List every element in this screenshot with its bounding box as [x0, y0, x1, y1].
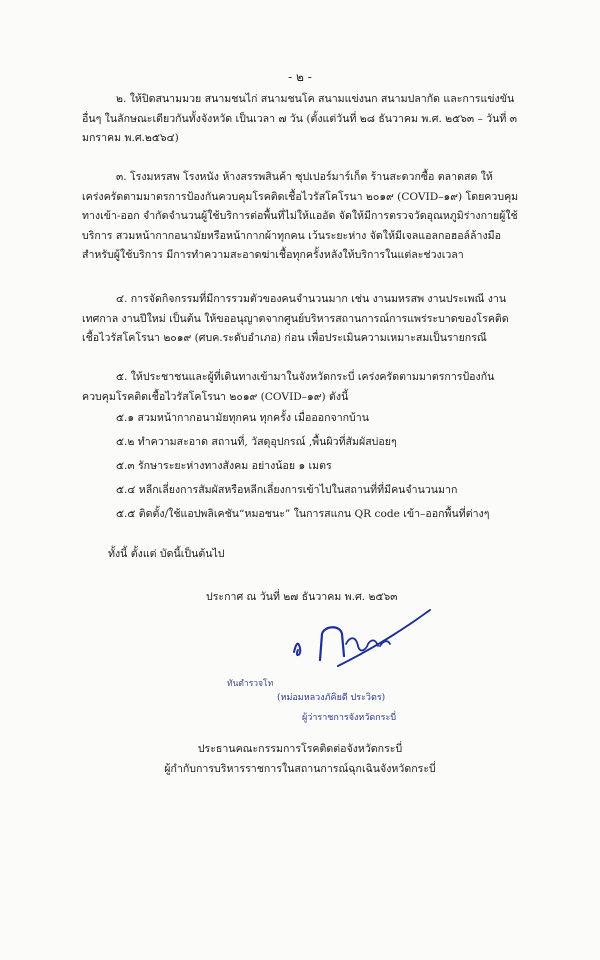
announcement-date: ประกาศ ณ วันที่ ๒๗ ธันวาคม พ.ศ. ๒๕๖๓	[206, 591, 398, 603]
list-item: ๕.๔ หลีกเลี่ยงการสัมผัสหรือหลีกเลี่ยงการเข้าไปในสถานที่ที่มีคนจำนวนมาก	[116, 484, 458, 496]
list-item: ๕.๕ ติดตั้ง/ใช้แอปพลิเคชัน“หมอชนะ” ในการสแกน QR code เข้า–ออกพื้นที่ต่างๆ	[116, 508, 490, 520]
handwritten-signature	[280, 600, 450, 670]
signature-drawing	[280, 600, 450, 670]
signer-name: (หม่อมหลวงภัคิยดี ประวิตร)	[277, 693, 386, 703]
paragraph-5	[82, 368, 522, 407]
page-number: - ๒ -	[288, 70, 312, 84]
signature-cc-note: ทันตำรวจโท	[227, 679, 274, 689]
list-item: ๕.๒ ทำความสะอาด สถานที่, วัสดุอุปกรณ์ ,พื้นผิวที่สัมผัสบ่อยๆ	[116, 436, 397, 448]
paragraph-2	[82, 90, 522, 149]
closing-statement: ทั้งนี้ ตั้งแต่ บัดนี้เป็นต้นไป	[108, 548, 225, 560]
paragraph-2-text: ๒. ให้ปิดสนามมวย สนามชนไก่ สนามชนโค สนามแข่งนก สนามปลากัด และการแข่งขันอื่นๆ ในลักษณะเดียวกันทั้งจังหวัด เป็นเวลา ๗ วัน (ตั้งแต่วันที่ ๒๘ ธันวาคม พ.ศ. ๒๕๖๓ – วันที่ ๓ มกราคม พ.ศ.๒๕๖๔)	[82, 93, 517, 144]
paragraph-5-text: ๕. ให้ประชาชนและผู้ที่เดินทางเข้ามาในจังหวัดกระบี่ เคร่งครัดตามมาตรการป้องกันควบคุมโรคติดเชื้อไวรัสโคโรนา ๒๐๑๙ (COVID–๑๙) ดังนี้	[82, 371, 495, 403]
signer-role-2: ผู้กำกับการบริหารราชการในสถานการณ์ฉุกเฉินจังหวัดกระบี่	[164, 763, 436, 775]
paragraph-4	[82, 290, 522, 349]
paragraph-4-text: ๔. การจัดกิจกรรมที่มีการรวมตัวของคนจำนวนมาก เช่น งานมหรสพ งานประเพณี งานเทศกาล งานปีใหม่ เป็นต้น ให้ขออนุญาตจากศูนย์บริหารสถานการณ์การแพร่ระบาดของโรคติดเชื้อไวรัสโคโรนา ๒๐๑๙ (ศบค.ระดับอำเภอ) ก่อน เพื่อประเมินความเหมาะสมเป็นรายกรณี	[82, 293, 509, 344]
list-item: ๕.๓ รักษาระยะห่างทางสังคม อย่างน้อย ๑ เมตร	[116, 460, 332, 472]
list-item: ๕.๑ สวมหน้ากากอนามัยทุกคน ทุกครั้ง เมื่อออกจากบ้าน	[116, 412, 369, 424]
paragraph-3-text: ๓. โรงมหรสพ โรงหนัง ห้างสรรพสินค้า ซุปเปอร์มาร์เก็ต ร้านสะดวกซื้อ ตลาดสด ให้เคร่งครัดตามมาตรการป้องกันควบคุมโรคติดเชื้อไวรัสโคโรนา ๒๐๑๙ (COVID–๑๙) โดยควบคุมทางเข้า-ออก จำกัดจำนวนผู้ใช้บริการต่อพื้นที่ไม่ให้แออัด จัดให้มีการตรวจวัดอุณหภูมิร่างกายผู้ใช้บริการ สวมหน้ากากอนามัยหรือหน้ากากผ้าทุกคน เว้นระยะห่าง จัดให้มีเจลแอลกอฮอล์ล้างมือสำหรับผู้ใช้บริการ มีการทำความสะอาดฆ่าเชื้อทุกครั้งหลังให้บริการในแต่ละช่วงเวลา	[82, 171, 519, 261]
paragraph-3	[82, 168, 522, 266]
signer-position: ผู้ว่าราชการจังหวัดกระบี่	[302, 713, 397, 723]
signer-role-1: ประธานคณะกรรมการโรคติดต่อจังหวัดกระบี่	[197, 743, 403, 755]
